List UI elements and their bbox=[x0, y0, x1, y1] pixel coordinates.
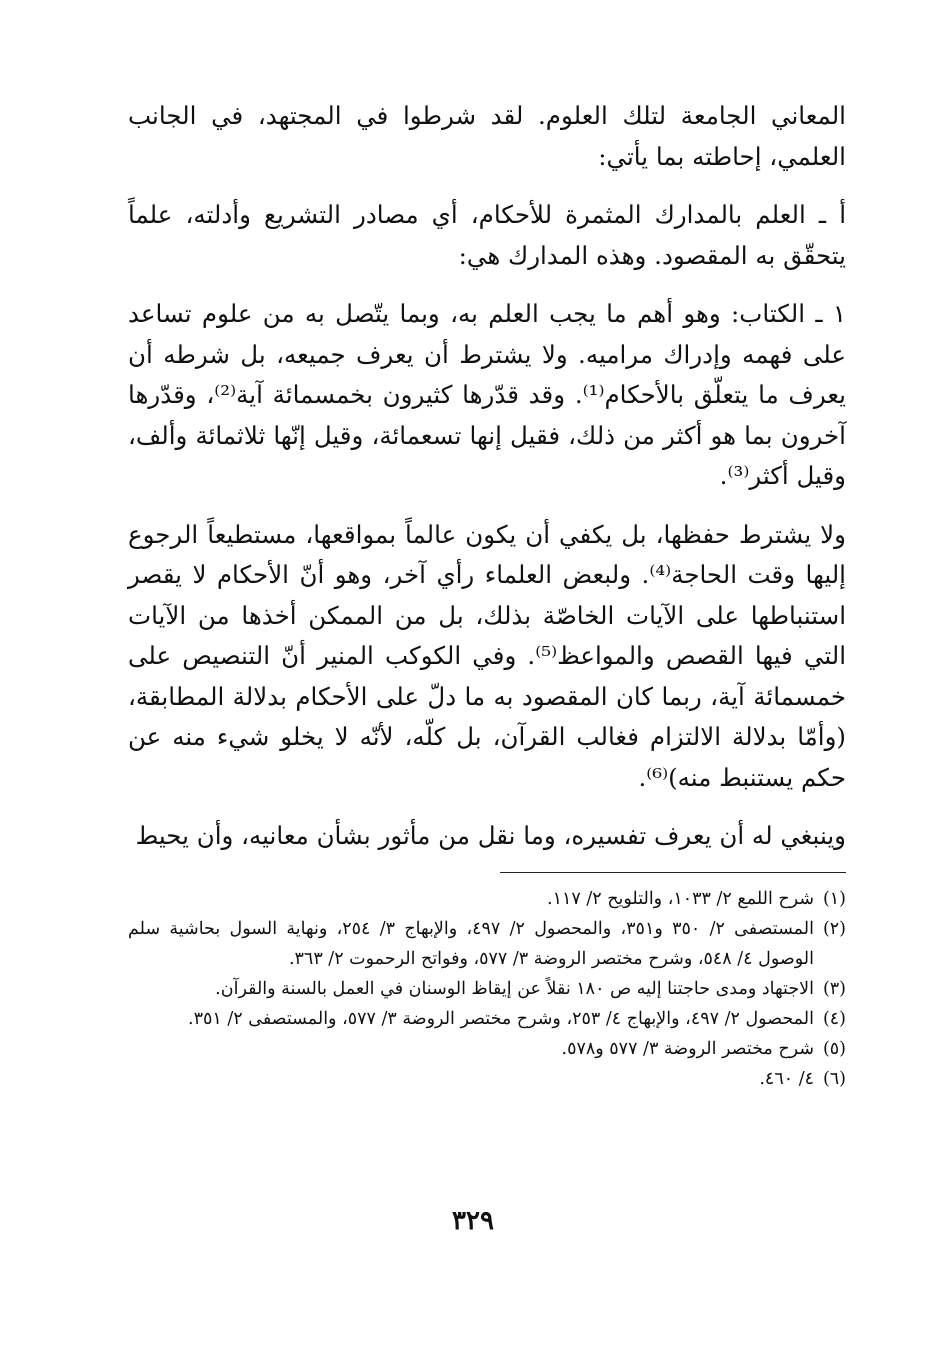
footnote-item bbox=[128, 914, 846, 974]
paragraph: ولا يشترط حفظها، بل يكفي أن يكون عالماً بمواقعها، مستطيعاً الرجوع إليها وقت الحاجة⁽⁴⁾. ولبعض العلماء رأي آخر، وهو أنّ الأحكام لا يقصر استنباطها على الآيات الخاصّة بذلك، بل من الممكن أخذها من الآيات التي فيها القصص والمواعظ⁽⁵⁾. وفي الكوكب المنير أنّ التنصيص على خمسمائة آية، ربما كان المقصود به ما دلّ على الأحكام بدلالة المطابقة، (وأمّا بدلالة الالتزام فغالب القرآن، بل كلّه، لأنّه لا يخلو شيء منه عن حكم يستنبط منه)⁽⁶⁾. bbox=[128, 519, 846, 792]
footnotes bbox=[128, 884, 846, 1094]
main-text bbox=[128, 96, 846, 857]
footnote-text: الاجتهاد ومدى حاجتنا إليه ص ١٨٠ نقلاً عن إيقاظ الوسنان في العمل بالسنة والقرآن. bbox=[215, 979, 814, 999]
footnote-item bbox=[128, 1004, 846, 1034]
footnote-number: (٥) bbox=[822, 1039, 846, 1059]
footnote-text: المحصول ٢/ ٤٩٧، والإبهاج ٤/ ٢٥٣، وشرح مختصر الروضة ٣/ ٥٧٧، والمستصفى ٢/ ٣٥١. bbox=[188, 1009, 814, 1029]
footnote-text: ٤/ ٤٦٠. bbox=[759, 1069, 814, 1089]
footnote-item bbox=[128, 884, 846, 914]
paragraph: المعاني الجامعة لتلك العلوم. لقد شرطوا في المجتهد، في الجانب العلمي، إحاطته بما يأتي: bbox=[128, 101, 846, 171]
footnote-number: (٦) bbox=[822, 1069, 846, 1089]
footnote-text: شرح اللمع ٢/ ١٠٣٣، والتلويح ٢/ ١١٧. bbox=[546, 889, 814, 909]
footnote-text: شرح مختصر الروضة ٣/ ٥٧٧ و٥٧٨. bbox=[561, 1039, 814, 1059]
footnote-item bbox=[128, 974, 846, 1004]
footnote-number: (٣) bbox=[822, 979, 846, 999]
footnote-text: المستصفى ٢/ ٣٥٠ و٣٥١، والمحصول ٢/ ٤٩٧، والإبهاج ٣/ ٢٥٤، ونهاية السول بحاشية سلم الوصول ٤/ ٥٤٨، وشرح مختصر الروضة ٣/ ٥٧٧، وفواتح الرحموت ٢/ ٣٦٣. bbox=[128, 919, 814, 969]
footnote-item bbox=[128, 1064, 846, 1094]
footnote-divider bbox=[500, 872, 846, 873]
footnote-item bbox=[128, 1034, 846, 1064]
footnote-number: (٢) bbox=[822, 919, 846, 939]
paragraph: ١ ـ الكتاب: وهو أهم ما يجب العلم به، وبما يتّصل به من علوم تساعد على فهمه وإدراك مراميه. ولا يشترط أن يعرف جميعه، بل شرطه أن يعرف ما يتعلّق بالأحكام⁽¹⁾. وقد قدّرها كثيرون بخمسمائة آية⁽²⁾، وقدّرها آخرون بما هو أكثر من ذلك، فقيل إنها تسعمائة، وقيل إنّها ثلاثمائة وألف، وقيل أكثر⁽³⁾. bbox=[128, 299, 846, 490]
footnote-number: (١) bbox=[822, 889, 846, 909]
paragraph: أ ـ العلم بالمدارك المثمرة للأحكام، أي مصادر التشريع وأدلته، علماً يتحقّق به المقصود. وهذه المدارك هي: bbox=[128, 200, 846, 270]
footnote-number: (٤) bbox=[822, 1009, 846, 1029]
page-number: ٣٢٩ bbox=[452, 1206, 494, 1236]
paragraph: وينبغي له أن يعرف تفسيره، وما نقل من مأثور بشأن معانيه، وأن يحيط bbox=[135, 821, 846, 850]
